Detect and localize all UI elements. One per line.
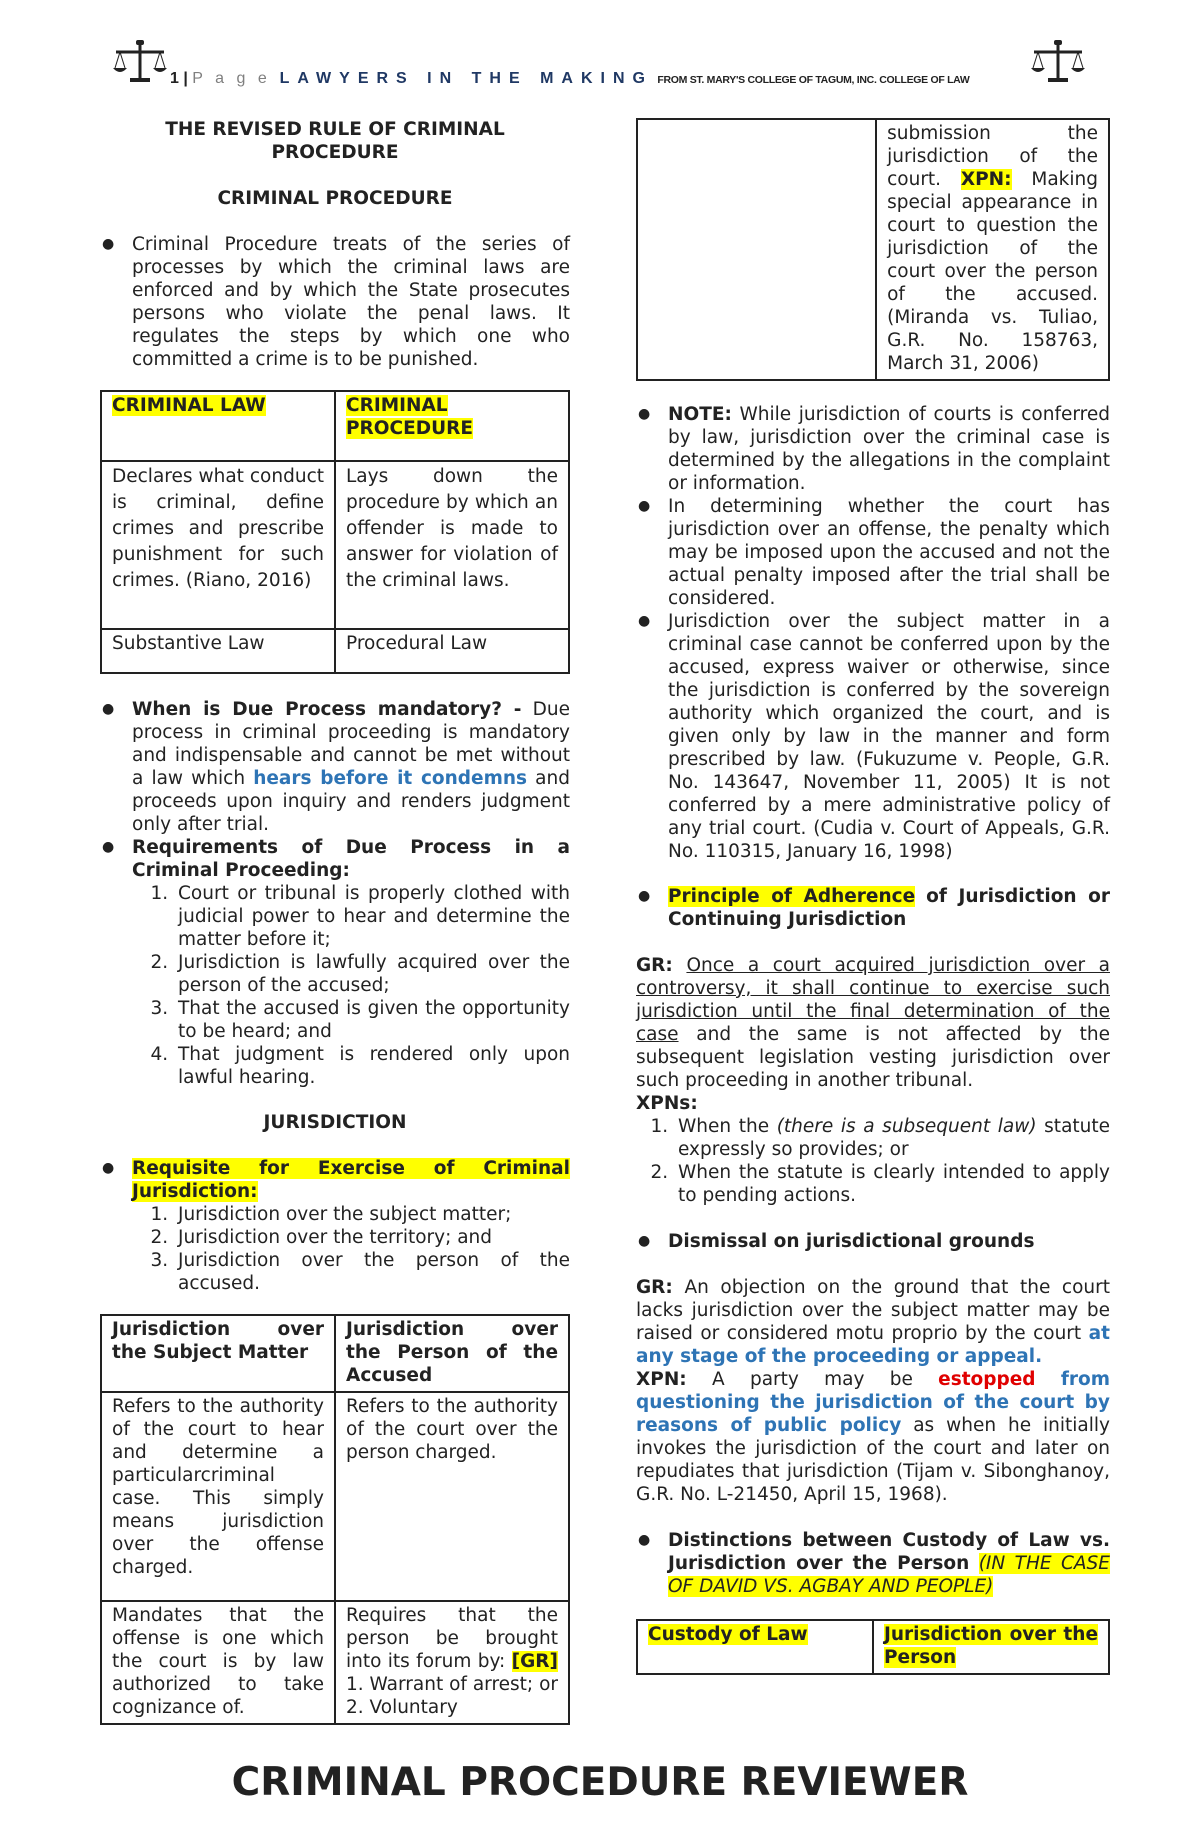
table-cell: Substantive Law: [101, 629, 335, 673]
dismissal-gr: [636, 1276, 1110, 1368]
header-from: FROM ST. MARY'S COLLEGE OF TAGUM, INC. COLLEGE OF LAW: [657, 74, 970, 86]
scales-of-justice-icon: [1030, 40, 1086, 88]
table-header-subject-matter: Jurisdiction over the Subject Matter: [101, 1315, 335, 1392]
due-process-highlight: hears before it condemns: [253, 768, 528, 789]
requisite-list: [100, 1157, 570, 1295]
requisite-items: [132, 1203, 570, 1295]
jurisdiction-table: [100, 1314, 570, 1725]
due-process-answer-end: and proceeds upon inquiry and renders judgment only after trial.: [132, 768, 570, 835]
list-item: [674, 1115, 1110, 1161]
table-cell: Declares what conduct is criminal, define crimes and prescribe punishment for such crimes. (Riano, 2016): [101, 461, 335, 629]
list-item: 2. Jurisdiction is lawfully acquired over the person of the accused;: [174, 951, 570, 997]
table-header-person-accused: Jurisdiction over the Person of the Accused: [335, 1315, 569, 1392]
page-word: P a g e: [192, 70, 271, 87]
dismissal-xpn: [636, 1368, 1110, 1506]
table-cell: Refers to the authority of the court over the person charged.: [335, 1392, 569, 1601]
page-header: [0, 40, 1200, 100]
section-title-criminal-procedure: CRIMINAL PROCEDURE: [217, 188, 453, 209]
table-cell-empty: [637, 119, 876, 380]
note-item: [668, 403, 1110, 495]
distinctions-list: [636, 1529, 1110, 1598]
right-column: [636, 118, 1110, 1675]
gr-text: and the same is not affected by the subsequent legislation vesting jurisdiction over such proceeding in another tribunal.: [636, 1024, 1110, 1091]
due-process-question: When is Due Process mandatory? -: [132, 699, 522, 720]
distinctions-title: Distinctions between Custody of Law vs. Jurisdiction over the Person: [668, 1530, 1110, 1574]
xpns-label: [636, 1092, 1110, 1115]
notes-list: [636, 403, 1110, 863]
xpn-label: XPN:: [960, 169, 1012, 190]
requirements-title: Requirements of Due Process in a Criminal Proceeding:: [132, 837, 570, 881]
header-separator: |: [183, 70, 188, 87]
header-brand: LAWYERS IN THE MAKING: [279, 70, 653, 87]
distinctions-item: [668, 1529, 1110, 1598]
list-item: 4. That judgment is rendered only upon lawful hearing.: [174, 1043, 570, 1089]
table-cell: Mandates that the offense is one which the court is by law authorized to take cognizance of.: [101, 1601, 335, 1724]
intro-paragraph: ● Criminal Procedure treats of the series of processes by which the criminal laws are enforced and by which the State prosecutes persons who violate the penal laws. It regulates the steps by which one who committed a crime is to be punished.: [132, 233, 570, 371]
table-cell: Refers to the authority of the court to hear and determine a particularcriminal case. This simply means jurisdiction over the offense charged.: [101, 1392, 335, 1601]
adherence-highlight: Principle of Adherence: [668, 886, 916, 907]
penalty-item: ● In determining whether the court has jurisdiction over an offense, the penalty which may be imposed upon the accused and not the actual penalty imposed after the trial shall be considered.: [668, 495, 1110, 610]
xpns-list: [636, 1115, 1110, 1207]
cell-text: Requires that the person be brought into its forum by:: [346, 1605, 558, 1672]
table-cell: [876, 119, 1109, 380]
intro-list: [100, 233, 570, 371]
adherence-list: [636, 885, 1110, 931]
table-cell: Lays down the procedure by which an offender is made to answer for violation of the criminal laws.: [335, 461, 569, 629]
cell-text: 1. Warrant of arrest; or 2. Voluntary: [346, 1674, 558, 1718]
adherence-item: [668, 885, 1110, 931]
requirements-list: [132, 882, 570, 1089]
due-process-item: [132, 698, 570, 836]
scales-of-justice-icon: [112, 40, 168, 88]
xpns-text: XPNs:: [636, 1093, 698, 1114]
note-label: NOTE:: [668, 404, 732, 425]
due-process-answer: Due process in criminal proceeding is mandatory and indispensable and cannot be met without a law which: [132, 699, 570, 789]
table-header-criminal-procedure: CRIMINAL PROCEDURE: [346, 395, 474, 439]
cell-text: Making special appearance in court to question the jurisdiction of the court over the person of the accused. (Miranda vs. Tuliao, G.R. No. 158763, March 31, 2006): [887, 169, 1098, 374]
adherence-gr: [636, 954, 1110, 1092]
distinctions-case: (IN THE CASE OF DAVID VS. AGBAY AND PEOPLE): [668, 1553, 1110, 1597]
footer-title: CRIMINAL PROCEDURE REVIEWER: [231, 1760, 969, 1805]
table-header-custody: Custody of Law: [648, 1624, 808, 1645]
item-italic: (there is a subsequent law): [776, 1116, 1037, 1137]
dismissal-title: Dismissal on jurisdictional grounds: [668, 1231, 1035, 1252]
left-column: [100, 118, 570, 1725]
table-header-jurisdiction-person: Jurisdiction over the Person: [884, 1624, 1098, 1668]
list-item: 3. That the accused is given the opportunity to be heard; and: [174, 997, 570, 1043]
gr-highlight: at any stage of the proceeding or appeal.: [636, 1323, 1110, 1367]
gr-label: GR:: [636, 1277, 673, 1298]
requisite-title: Requisite for Exercise of Criminal Jurisdiction:: [132, 1158, 570, 1202]
jurisdiction-title: JURISDICTION: [263, 1112, 407, 1133]
dismissal-list: [636, 1230, 1110, 1253]
gr-label: GR:: [636, 955, 673, 976]
table-header-criminal-law: CRIMINAL LAW: [112, 395, 266, 416]
xpn-blue: from questioning the jurisdiction of the court by reasons of public policy: [636, 1369, 1110, 1436]
law-vs-procedure-table: [100, 390, 570, 674]
xpn-text: as when he initially invokes the jurisdiction of the court and later on repudiates that jurisdiction (Tijam v. Sibonghanoy, G.R. No. L-21450, April 15, 1968).: [636, 1415, 1111, 1505]
table-cell: Procedural Law: [335, 629, 569, 673]
due-process-list: [100, 698, 570, 1089]
list-item: 3. Jurisdiction over the person of the accused.: [174, 1249, 570, 1295]
xpn-label: XPN:: [636, 1369, 687, 1390]
header-text: [170, 70, 970, 88]
list-item: 2. Jurisdiction over the territory; and: [174, 1226, 570, 1249]
dismissal-item: [668, 1230, 1110, 1253]
list-item: 1. Court or tribunal is properly clothed with judicial power to hear and determine the matter before it;: [174, 882, 570, 951]
requirements-item: [132, 836, 570, 1089]
gr-label: [GR]: [511, 1651, 558, 1672]
cell-text: submission the jurisdiction of the court.: [887, 123, 1098, 190]
xpn-red: estopped: [938, 1369, 1036, 1390]
document-title: THE REVISED RULE OF CRIMINAL PROCEDURE: [165, 119, 505, 163]
page-number: 1: [170, 70, 179, 87]
continued-table: [636, 118, 1110, 381]
note-text: While jurisdiction of courts is conferred by law, jurisdiction over the criminal case is determined by the allegations in the complaint or information.: [668, 404, 1110, 494]
custody-table: [636, 1619, 1110, 1675]
subject-matter-item: ● Jurisdiction over the subject matter in a criminal case cannot be conferred upon by the accused, express waiver or otherwise, since the jurisdiction is conferred by the sovereign authority which organized the court, and is given only by law in the manner and form prescribed by law. (Fukuzume v. People, G.R. No. 143647, November 11, 2005) It is not conferred by a mere administrative policy of any trial court. (Cudia v. Court of Appeals, G.R. No. 110315, January 16, 1998): [668, 610, 1110, 863]
table-cell: [335, 1601, 569, 1724]
requisite-item: [132, 1157, 570, 1295]
list-item: 1. Jurisdiction over the subject matter;: [174, 1203, 570, 1226]
gr-text: An objection on the ground that the court lacks jurisdiction over the subject matter may be raised or considered motu proprio by the court: [636, 1277, 1110, 1344]
list-item: 2. When the statute is clearly intended to apply to pending actions.: [674, 1161, 1110, 1207]
item-text: When the: [678, 1116, 770, 1137]
item-text: statute expressly so provides; or: [678, 1116, 1111, 1160]
xpn-text: A party may be: [712, 1369, 913, 1390]
adherence-title: of Jurisdiction or Continuing Jurisdiction: [668, 886, 1110, 930]
gr-underlined: Once a court acquired jurisdiction over a controversy, it shall continue to exercise such jurisdiction until the final determination of the case: [636, 955, 1110, 1045]
